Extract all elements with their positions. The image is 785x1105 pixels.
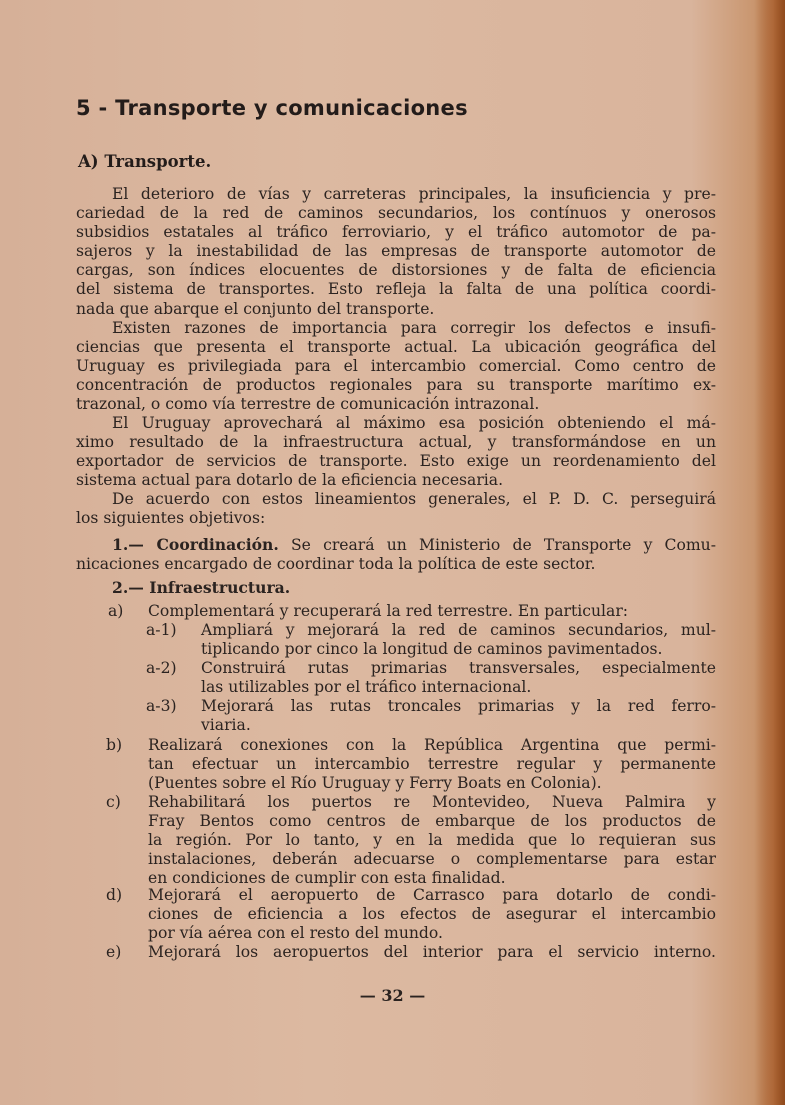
text-line: Mejorará los aeropuertos del interior para el servicio interno.: [148, 943, 716, 961]
item-text: [148, 736, 716, 793]
list-item-d: [76, 886, 716, 946]
text-line: Rehabilitará los puertos re Montevideo, Nueva Palmira y: [148, 793, 716, 811]
text-line: Ampliará y mejorará la red de caminos secundarios, mul-: [201, 621, 716, 639]
item-marker: d): [106, 886, 123, 904]
paragraph-2: [76, 319, 716, 414]
item-text: [148, 793, 716, 888]
text-line: ciones de eficiencia a los efectos de asegurar el intercambio: [148, 905, 716, 924]
text-line: viaria.: [201, 716, 251, 735]
text-line: nicaciones encargado de coordinar toda la política de este sector.: [76, 555, 596, 574]
item-marker: e): [106, 943, 122, 961]
text-line: ciencias que presenta el transporte actual. La ubicación geográfica del: [76, 338, 716, 357]
text-line: cariedad de la red de caminos secundarios, los contínuos y onerosos: [76, 204, 716, 223]
item-text: [148, 886, 716, 943]
paragraph-1: [76, 185, 716, 319]
text-line: sistema actual para dotarlo de la eficiencia necesaria.: [76, 471, 504, 490]
subitem-text: [201, 697, 716, 735]
subitem-marker: a-3): [146, 697, 177, 715]
text-line: instalaciones, deberán adecuarse o complementarse para estar: [148, 850, 716, 869]
paragraph-4: [76, 490, 716, 528]
item-text: Complementará y recuperará la red terrestre. En particular:: [148, 602, 629, 620]
text-line: los siguientes objetivos:: [76, 509, 266, 528]
page-number: — 32 —: [359, 986, 426, 1005]
text-line: subsidios estatales al tráfico ferroviario, y el tráfico automotor de pa-: [76, 223, 716, 242]
text-line: El Uruguay aprovechará al máximo esa posición obteniendo el má-: [112, 414, 716, 432]
text-line: Fray Bentos como centros de embarque de los productos de: [148, 812, 716, 831]
text-line: del sistema de transportes. Esto refleja la falta de una política coordi-: [76, 280, 716, 299]
text-line: concentración de productos regionales para su transporte marítimo ex-: [76, 376, 716, 395]
list-item-a: [76, 602, 716, 735]
text-line: en condiciones de cumplir con esta finalidad.: [148, 869, 506, 888]
text-line: las utilizables por el tráfico internacional.: [201, 678, 532, 697]
item-marker: b): [106, 736, 123, 754]
text-line: por vía aérea con el resto del mundo.: [148, 924, 443, 943]
text-line: Construirá rutas primarias transversales, especialmente: [201, 659, 716, 677]
objective-label: 1.— Coordinación.: [112, 535, 279, 554]
objective-text: Se creará un Ministerio de Transporte y Comu-: [291, 536, 716, 554]
text-line: Uruguay es privilegiada para el intercambio comercial. Como centro de: [76, 357, 716, 376]
text-line: ximo resultado de la infraestructura actual, y transformándose en un: [76, 433, 716, 452]
text-line: [76, 535, 716, 555]
text-line: sajeros y la inestabilidad de las empresas de transporte automotor de: [76, 242, 716, 261]
text-line: De acuerdo con estos lineamientos generales, el P. D. C. perseguirá: [112, 490, 716, 508]
text-line: (Puentes sobre el Río Uruguay y Ferry Boats en Colonia).: [148, 774, 602, 793]
item-marker: a): [108, 602, 124, 620]
subitem-text: [201, 659, 716, 697]
list-item-e: [76, 943, 716, 965]
section-heading: 5 - Transporte y comunicaciones: [76, 96, 468, 120]
subitem-marker: a-2): [146, 659, 177, 677]
text-line: trazonal, o como vía terrestre de comunicación intrazonal.: [76, 395, 540, 414]
text-line: Existen razones de importancia para corregir los defectos e insufi-: [112, 319, 716, 337]
text-line: Mejorará las rutas troncales primarias y la red ferro-: [201, 697, 716, 715]
text-line: cargas, son índices elocuentes de distorsiones y de falta de eficiencia: [76, 261, 716, 280]
objective-label: 2.— Infraestructura.: [112, 578, 291, 597]
subsection-heading: A) Transporte.: [78, 152, 212, 171]
item-marker: c): [106, 793, 121, 811]
text-line: nada que abarque el conjunto del transporte.: [76, 299, 435, 318]
subitem-marker: a-1): [146, 621, 177, 639]
text-line: Mejorará el aeropuerto de Carrasco para dotarlo de condi-: [148, 886, 716, 904]
paragraph-3: [76, 414, 716, 490]
subitem-text: [201, 621, 716, 659]
text-line: la región. Por lo tanto, y en la medida que lo requieran sus: [148, 831, 716, 850]
item-text: [148, 943, 716, 962]
text-line: tan efectuar un intercambio terrestre regular y permanente: [148, 755, 716, 774]
page-edge-shadow: [755, 0, 785, 1105]
objective-coordinacion: [76, 535, 716, 574]
text-line: El deterioro de vías y carreteras principales, la insuficiencia y pre-: [112, 185, 716, 203]
text-line: exportador de servicios de transporte. Esto exige un reordenamiento del: [76, 452, 716, 471]
list-item-c: [76, 793, 716, 891]
objective-infraestructura: [112, 578, 512, 597]
text-line: Realizará conexiones con la República Argentina que permi-: [148, 736, 716, 754]
text-line: tiplicando por cinco la longitud de caminos pavimentados.: [201, 640, 663, 659]
list-item-b: [76, 736, 716, 796]
